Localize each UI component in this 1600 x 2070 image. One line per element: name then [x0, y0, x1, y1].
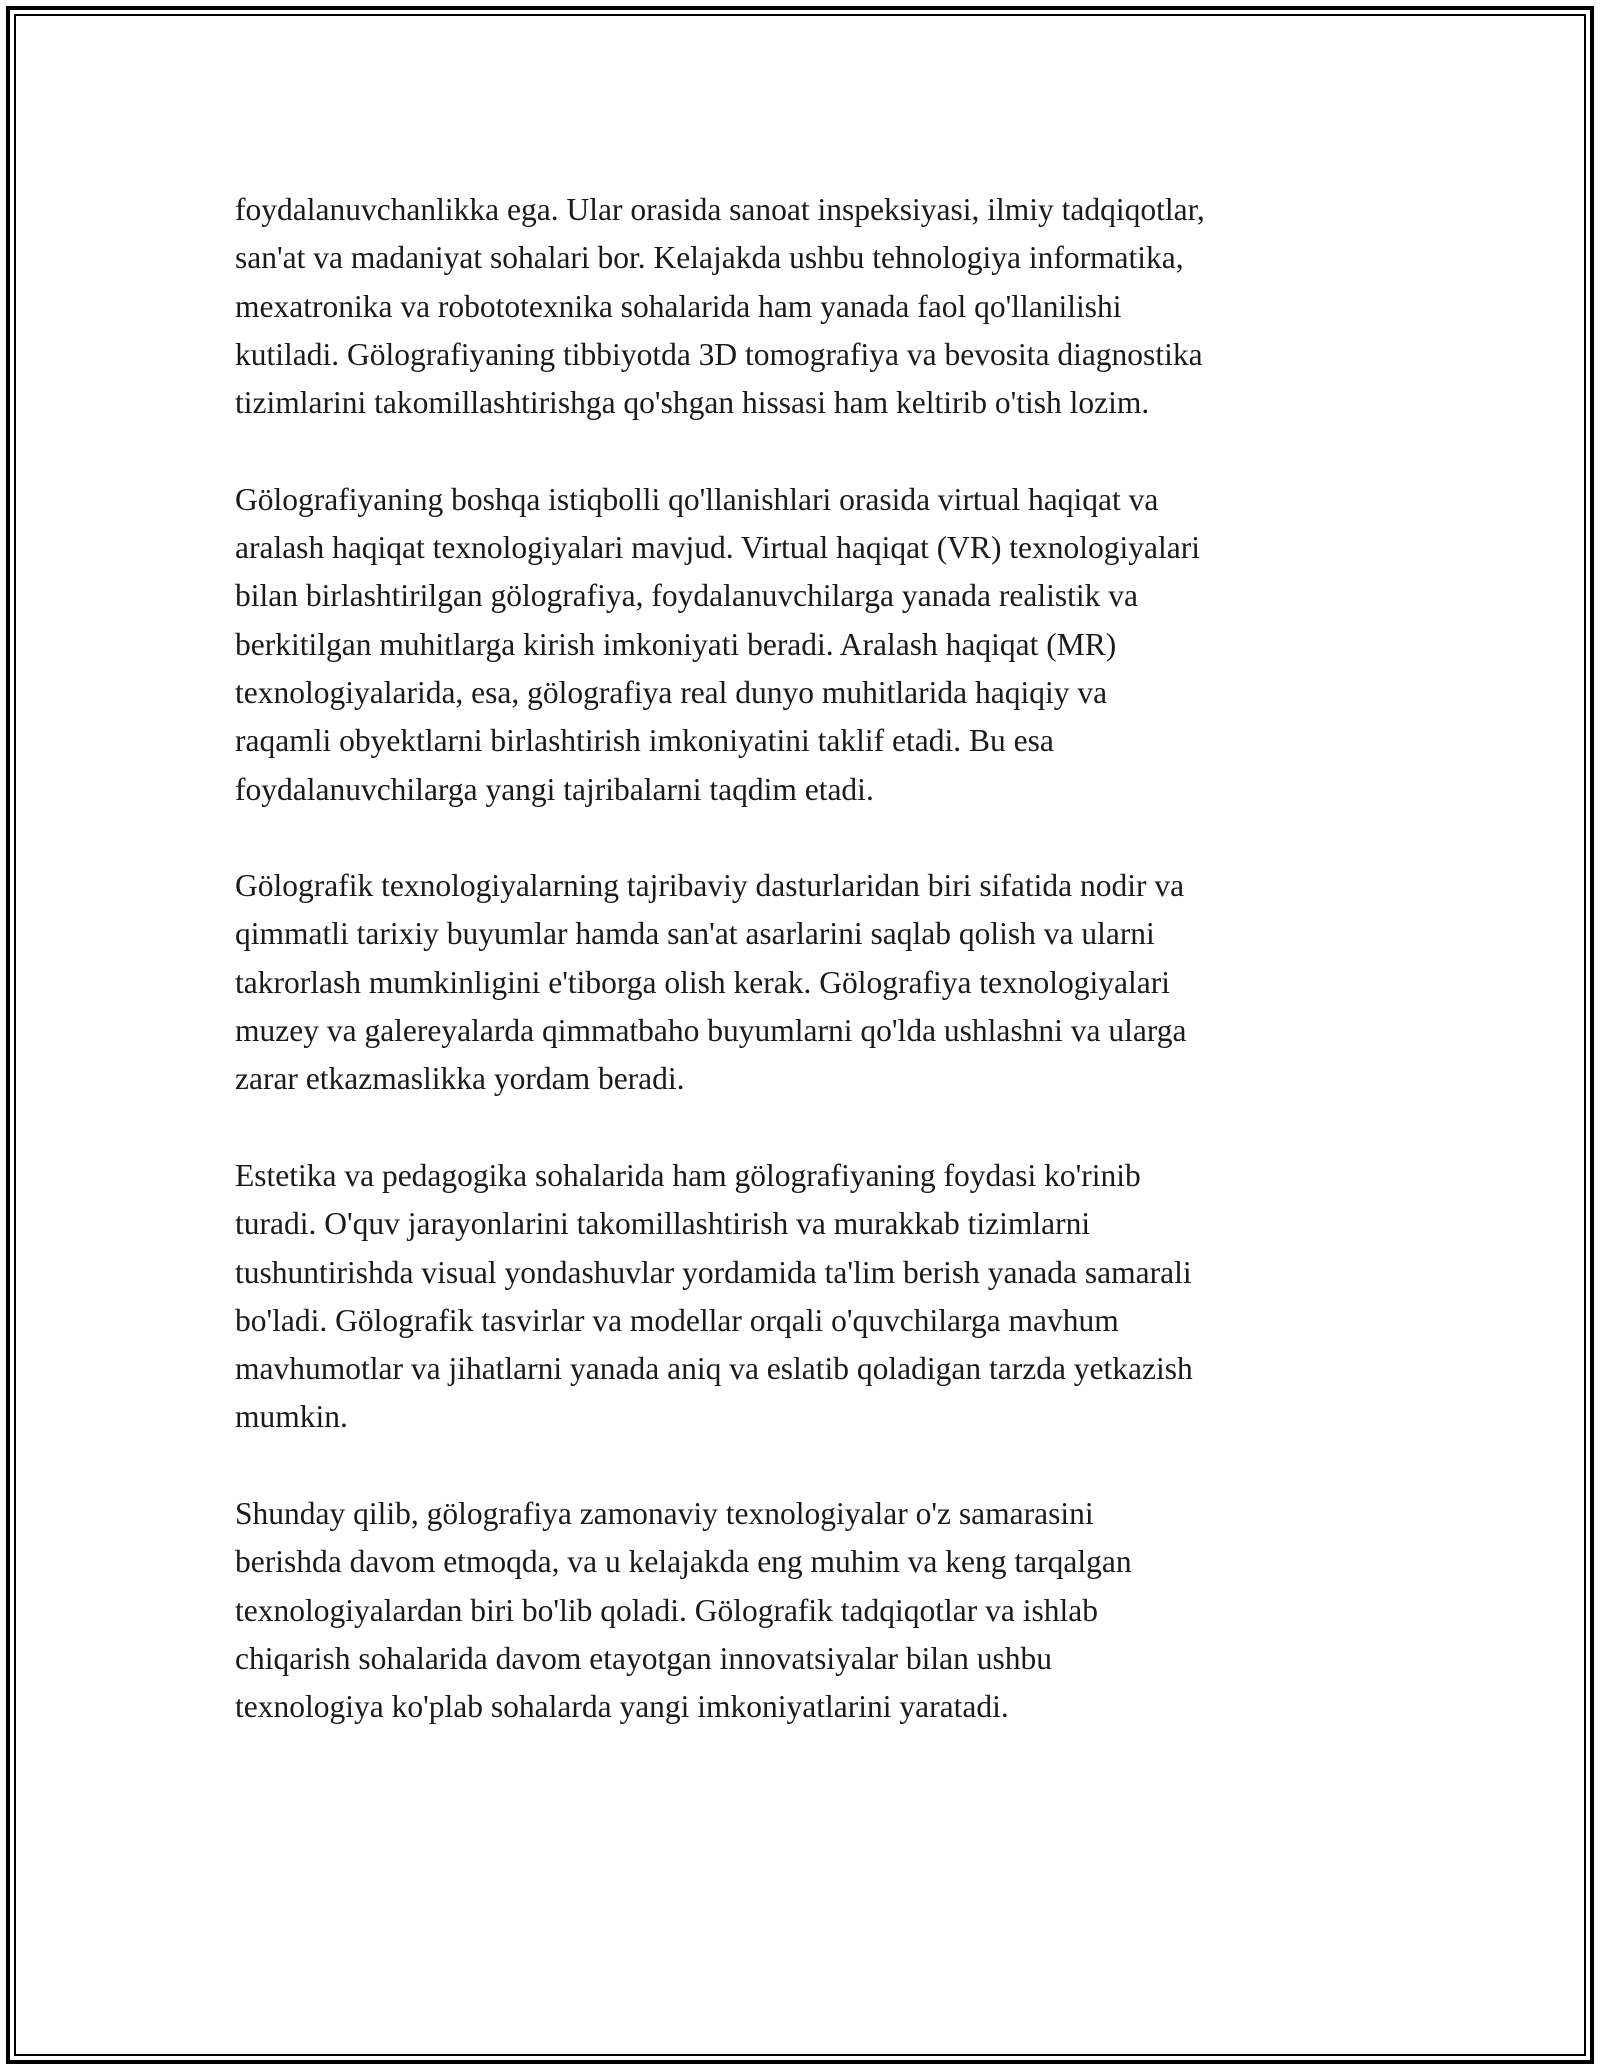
text-line: Shunday qilib, gölografiya zamonaviy texnologiyalar o'z samarasini	[235, 1496, 1094, 1532]
text-line: raqamli obyektlarni birlashtirish imkoniyatini taklif etadi. Bu esa	[235, 723, 1054, 759]
text-line: mavhumotlar va jihatlarni yanada aniq va eslatib qoladigan tarzda yetkazish	[235, 1351, 1193, 1387]
text-line: mexatronika va robototexnika sohalarida ham yanada faol qo'llanilishi	[235, 288, 1122, 324]
text-line: zarar etkazmaslikka yordam beradi.	[235, 1061, 685, 1097]
text-line: Gölografiyaning boshqa istiqbolli qo'llanishlari orasida virtual haqiqat va	[235, 481, 1159, 517]
text-line: turadi. O'quv jarayonlarini takomillashtirish va murakkab tizimlarni	[235, 1206, 1091, 1242]
text-line: aralash haqiqat texnologiyalari mavjud. Virtual haqiqat (VR) texnologiyalari	[235, 530, 1200, 566]
text-line: foydalanuvchilarga yangi tajribalarni taqdim etadi.	[235, 771, 874, 807]
paragraph-3	[235, 862, 1385, 1103]
text-line: texnologiyalardan biri bo'lib qoladi. Gölografik tadqiqotlar va ishlab	[235, 1592, 1098, 1628]
text-line: bilan birlashtirilgan gölografiya, foydalanuvchilarga yanada realistik va	[235, 578, 1138, 614]
text-line: bo'ladi. Gölografik tasvirlar va modellar orqali o'quvchilarga mavhum	[235, 1302, 1119, 1338]
paragraph-1	[235, 186, 1385, 427]
document-body	[235, 186, 1385, 1780]
text-line: tushuntirishda visual yondashuvlar yordamida ta'lim berish yanada samarali	[235, 1254, 1192, 1290]
text-line: Estetika va pedagogika sohalarida ham gölografiyaning foydasi ko'rinib	[235, 1157, 1141, 1193]
text-line: Gölografik texnologiyalarning tajribaviy dasturlaridan biri sifatida nodir va	[235, 868, 1185, 904]
text-line: kutiladi. Gölografiyaning tibbiyotda 3D tomografiya va bevosita diagnostika	[235, 336, 1203, 372]
text-line: muzey va galereyalarda qimmatbaho buyumlarni qo'lda ushlashni va ularga	[235, 1013, 1187, 1049]
text-line: berkitilgan muhitlarga kirish imkoniyati beradi. Aralash haqiqat (MR)	[235, 626, 1117, 662]
text-line: chiqarish sohalarida davom etayotgan innovatsiyalar bilan ushbu	[235, 1640, 1053, 1676]
paragraph-5	[235, 1490, 1385, 1731]
text-line: mumkin.	[235, 1399, 348, 1435]
text-line: takrorlash mumkinligini e'tiborga olish kerak. Gölografiya texnologiyalari	[235, 964, 1171, 1000]
text-line: texnologiya ko'plab sohalarda yangi imkoniyatlarini yaratadi.	[235, 1689, 1009, 1725]
text-line: qimmatli tarixiy buyumlar hamda san'at asarlarini saqlab qolish va ularni	[235, 916, 1155, 952]
text-line: san'at va madaniyat sohalari bor. Kelajakda ushbu tehnologiya informatika,	[235, 240, 1184, 276]
paragraph-4	[235, 1152, 1385, 1442]
text-line: foydalanuvchanlikka ega. Ular orasida sanoat inspeksiyasi, ilmiy tadqiqotlar,	[235, 192, 1205, 227]
paragraph-2	[235, 476, 1385, 814]
text-line: texnologiyalarida, esa, gölografiya real dunyo muhitlarida haqiqiy va	[235, 674, 1108, 710]
text-line: tizimlarini takomillashtirishga qo'shgan hissasi ham keltirib o'tish lozim.	[235, 385, 1150, 421]
text-line: berishda davom etmoqda, va u kelajakda eng muhim va keng tarqalgan	[235, 1544, 1132, 1580]
